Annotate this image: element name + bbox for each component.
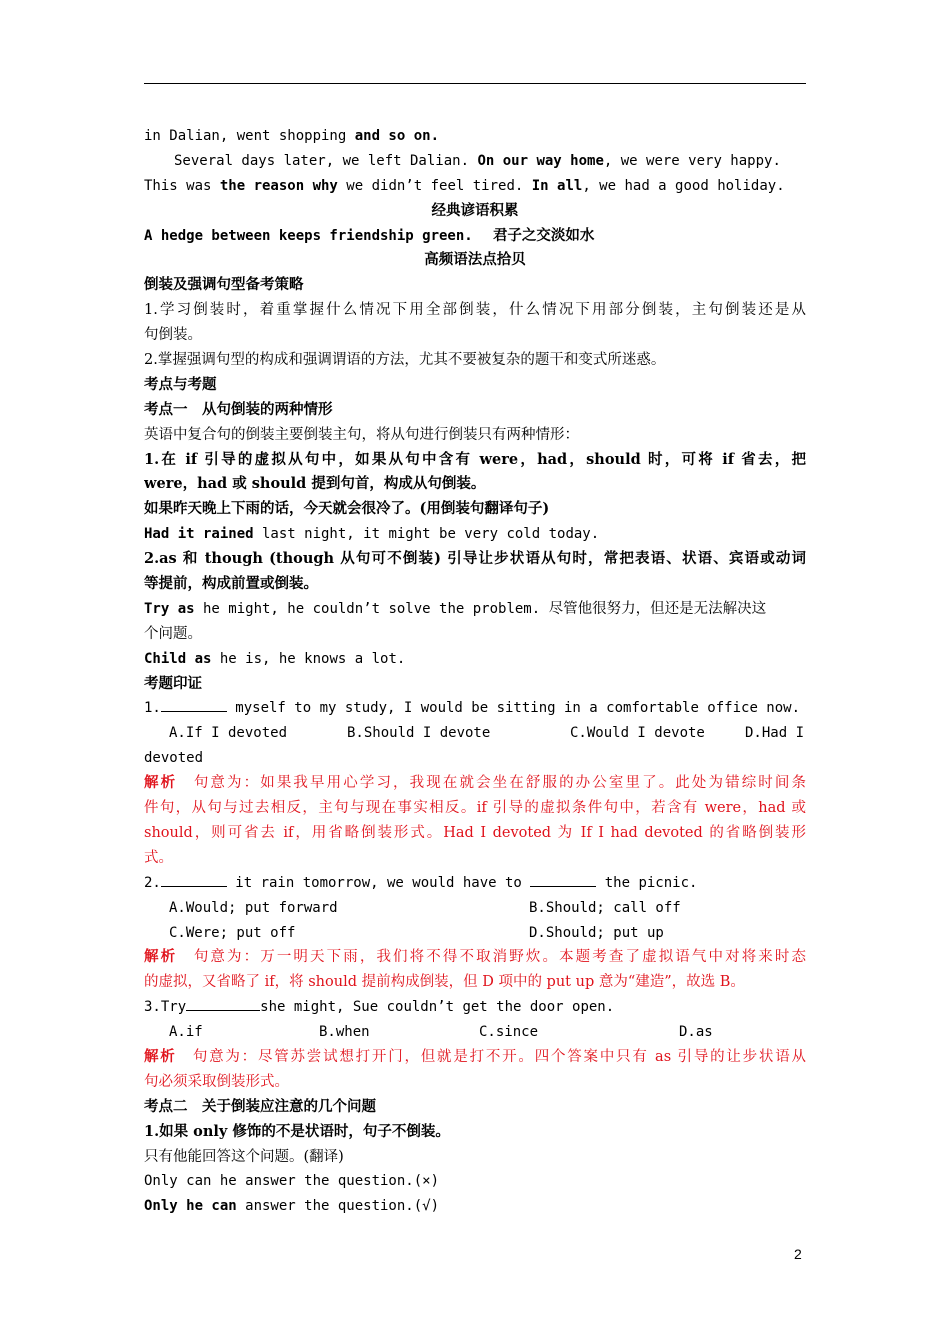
option: A.Would; put forward xyxy=(169,899,338,916)
text: This was xyxy=(144,177,220,194)
passage-line xyxy=(144,174,806,199)
rule-line: 1.在 if 引导的虚拟从句中，如果从句中含有 were，had，should 时，可将 if 省去，把 xyxy=(144,450,806,468)
sub-heading: 考点与考题 xyxy=(144,375,217,393)
text: myself to my study, I would be sitting in a comfortable office now. xyxy=(226,700,801,717)
option: D.Had I xyxy=(745,725,805,742)
proverb-en: A hedge between keeps friendship green. xyxy=(144,227,473,244)
text: we didn’t feel tired. xyxy=(337,177,532,194)
explanation-line: 句必须采取倒装形式。 xyxy=(144,1073,289,1090)
proverb-zh: 君子之交淡如水 xyxy=(492,226,595,244)
paragraph-line: 2.掌握强调句型的构成和强调谓语的方法，尤其不要被复杂的题干和变式所迷惑。 xyxy=(144,352,666,369)
option-continuation: devoted xyxy=(144,750,204,767)
sub-heading: 考点一 从句倒装的两种情形 xyxy=(144,400,333,418)
example-en xyxy=(144,522,806,547)
bold-phrase: In all xyxy=(531,177,583,194)
sub-heading: 考题印证 xyxy=(144,674,202,692)
question-stem xyxy=(144,871,806,896)
proverb-line xyxy=(144,224,806,249)
passage-line xyxy=(144,149,806,174)
text: it rain tomorrow, we would have to xyxy=(226,874,531,891)
text: she might, Sue couldn’t get the door open. xyxy=(260,999,615,1016)
answer-blank xyxy=(161,696,227,712)
explanation-line: 件句，从句与过去相反，主句与现在事实相反。if 引导的虚拟条件句中，若含有 were，had 或 xyxy=(144,800,806,817)
question-options xyxy=(144,1020,806,1045)
text: he might, he couldn’t solve the problem. xyxy=(194,600,549,617)
rule-line: 等提前，构成前置或倒装。 xyxy=(144,575,318,593)
question-stem xyxy=(144,995,806,1020)
example-en xyxy=(144,597,806,622)
explanation-line: 式。 xyxy=(144,849,173,866)
sub-heading: 考点二 关于倒装应注意的几个问题 xyxy=(144,1097,376,1115)
header-rule xyxy=(144,83,806,84)
option: B.Should; call off xyxy=(529,899,681,916)
paragraph-line: 个问题。 xyxy=(144,625,202,642)
option: C.Would I devote xyxy=(570,725,705,742)
example-en xyxy=(144,1194,806,1219)
explanation-label: 解析 xyxy=(144,948,178,966)
passage-line xyxy=(144,124,806,149)
example-zh: 如果昨天晚上下雨的话，今天就会很冷了。(用倒装句翻译句子) xyxy=(144,500,550,518)
example-en: Only can he answer the question.(×) xyxy=(144,1173,440,1190)
option: D.as xyxy=(679,1024,713,1041)
answer-blank xyxy=(530,871,596,887)
text: last night, it might be very cold today. xyxy=(253,526,600,543)
rule-line: 1.如果 only 修饰的不是状语时，句子不倒装。 xyxy=(144,1122,450,1140)
question-options xyxy=(144,896,806,921)
explanation-line: should，则可省去 if，用省略倒装形式。Had I devoted 为 If I had devoted 的省略倒装形 xyxy=(144,824,806,841)
section-heading: 高频语法点拾贝 xyxy=(424,251,526,269)
text: 3.Try xyxy=(144,999,187,1016)
option: A.if xyxy=(169,1024,203,1041)
option: D.Should; put up xyxy=(529,924,664,941)
text: Several days later, we left Dalian. xyxy=(174,152,478,169)
text: 句意为：如果我早用心学习，我现在就会坐在舒服的办公室里了。此处为错综时间条 xyxy=(177,775,806,792)
sub-heading: 倒装及强调句型备考策略 xyxy=(144,276,304,294)
example-en xyxy=(144,647,806,672)
page-number: 2 xyxy=(794,1246,802,1262)
option: B.when xyxy=(319,1024,370,1041)
rule-line: were，had 或 should 提到句首，构成从句倒装。 xyxy=(144,475,486,493)
explanation-label: 解析 xyxy=(144,1047,177,1065)
explanation-line xyxy=(144,945,806,970)
option: C.since xyxy=(479,1024,539,1041)
text: 2. xyxy=(144,874,161,891)
text: the picnic. xyxy=(596,874,698,891)
text: 句意为：尽管苏尝试想打开门，但就是打不开。四个答案中只有 as 引导的让步状语从 xyxy=(176,1048,806,1065)
paragraph-line: 只有他能回答这个问题。(翻译) xyxy=(144,1148,344,1165)
bold-phrase: On our way home xyxy=(477,152,604,169)
option: C.Were; put off xyxy=(169,924,296,941)
option: A.If I devoted xyxy=(169,725,288,742)
paragraph-line: 1.学习倒装时，着重掌握什么情况下用全部倒装，什么情况下用部分倒装，主句倒装还是从 xyxy=(144,302,806,319)
question-options xyxy=(144,721,806,746)
bold-phrase: Child as xyxy=(144,650,212,667)
question-stem xyxy=(144,696,806,721)
answer-blank xyxy=(186,995,260,1011)
text: 1. xyxy=(144,700,161,717)
explanation-line xyxy=(144,771,806,796)
paragraph-line: 英语中复合句的倒装主要倒装主句，将从句进行倒装只有两种情形： xyxy=(144,426,579,443)
bold-phrase: and so on. xyxy=(354,128,440,144)
bold-phrase: Try as xyxy=(144,600,195,617)
text: , we had a good holiday. xyxy=(582,177,785,194)
answer-blank xyxy=(161,871,227,887)
bold-phrase: Only he can xyxy=(144,1198,237,1215)
explanation-line xyxy=(144,1045,806,1070)
question-options xyxy=(144,921,806,946)
text: 尽管他很努力，但还是无法解决这 xyxy=(548,600,767,617)
bold-phrase: the reason why xyxy=(219,177,338,194)
option: B.Should I devote xyxy=(347,725,491,742)
text: , we were very happy. xyxy=(603,152,781,169)
bold-phrase: Had it rained xyxy=(144,526,254,543)
text: he is, he knows a lot. xyxy=(211,650,406,667)
section-heading: 经典谚语积累 xyxy=(431,201,519,219)
paragraph-line: 句倒装。 xyxy=(144,327,202,344)
explanation-line: 的虚拟，又省略了 if，将 should 提前构成倒装，但 D 项中的 put up 意为“建造”，故选 B。 xyxy=(144,974,745,991)
page-content xyxy=(144,124,806,1219)
text: 句意为：万一明天下雨，我们将不得不取消野炊。本题考查了虚拟语气中对将来时态 xyxy=(177,949,806,966)
rule-line: 2.as 和 though (though 从句可不倒装) 引导让步状语从句时，常把表语、状语、宾语或动词 xyxy=(144,550,806,568)
explanation-label: 解析 xyxy=(144,774,178,792)
text: in Dalian, went shopping xyxy=(144,128,355,144)
text: answer the question.(√) xyxy=(236,1198,440,1215)
